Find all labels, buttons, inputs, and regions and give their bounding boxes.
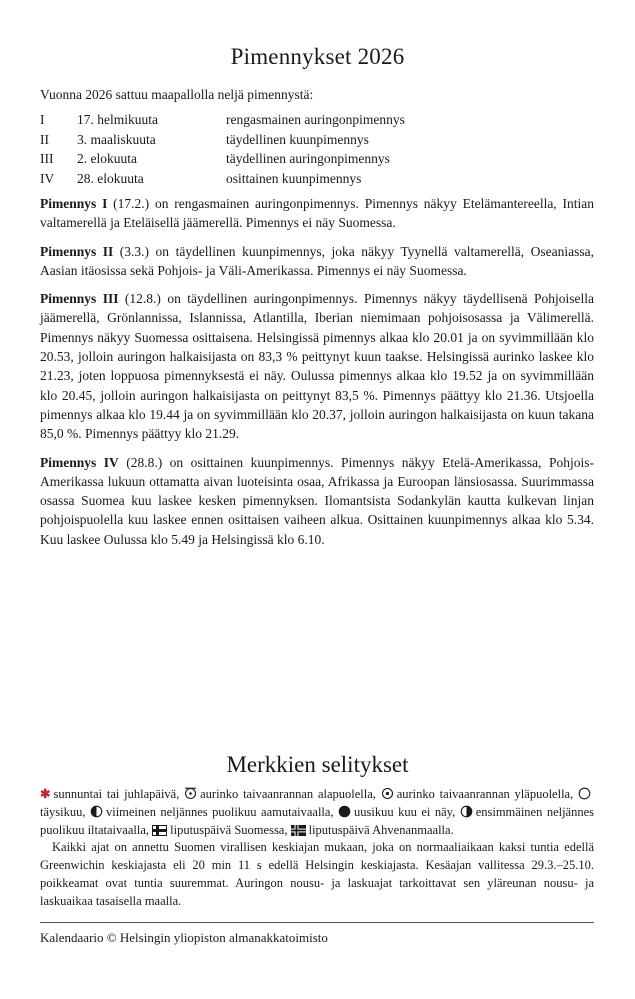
paragraph-lead: Pimennys IV <box>40 454 119 470</box>
paragraph-lead: Pimennys I <box>40 196 108 211</box>
finnish-flag-icon <box>152 825 167 836</box>
last-quarter-moon-icon <box>90 805 103 818</box>
legend-holiday: sunnuntai tai juhlapäivä, <box>53 787 180 801</box>
legend-flag-ax: liputuspäivä Ahvenanmaalla. <box>308 822 454 837</box>
eclipse-date: 3. maaliskuuta <box>77 131 156 147</box>
legend-full-moon: täysikuu, <box>40 804 86 819</box>
paragraph-text: (3.3.) on täydellinen kuunpimennys, joka näkyy Tyynellä valtamerellä, Oseaniassa, Aasian itäosissa sekä Pohjois- ja Väli-Amerikassa. Pimennys ei näy Suomessa. <box>40 243 594 278</box>
legend-first-quarter: ensimmäinen neljännes puolikuu iltataivaalla, <box>40 804 595 837</box>
legend-symbols <box>40 786 594 839</box>
paragraph-text: (12.8.) on täydellinen auringonpimennys. Pimennys näkyy täydellisenä Pohjoisella jäämerellä, Grönlannissa, Islannissa, Atlantilla, Iberian niemimaan pohjoisosassa ja Välimerellä. Pimennys näkyy Suomessa osittaisena. Helsingissä pimennys alkaa klo 20.01 ja on syvimmillään klo 20.53, jolloin auringon halkaisijasta on 83,3 % peittynyt kuun taakse. Helsingissä aurinko laskee klo 21.23, joten loppuosa pimennyksestä ei näy. Oulussa pimennys alkaa klo 19.52 ja on syvimmillään klo 20.45, jolloin auringon halkaisijasta on peittynyt 83,5 %. Pimennys päättyy klo 21.36. Utsjoella pimennys alkaa klo 19.44 ja on syvimmillään klo 20.37, jolloin auringon halkaisijasta on kuun takana 85,0 %. Pimennys päättyy klo 21.29. <box>40 291 594 442</box>
legend-new-moon: uusikuu kuu ei näy, <box>354 804 456 819</box>
eclipse-date: 17. helmikuuta <box>77 112 158 127</box>
eclipse-date: 28. elokuuta <box>77 170 144 186</box>
legend <box>40 786 594 911</box>
eclipse-number: IV <box>40 170 55 186</box>
eclipse-number: I <box>40 112 45 127</box>
paragraph-lead: Pimennys II <box>40 243 114 259</box>
eclipse-date: 2. elokuuta <box>77 151 137 166</box>
first-quarter-moon-icon <box>460 805 473 818</box>
eclipse-number: III <box>40 151 54 166</box>
aland-flag-icon <box>291 825 306 836</box>
eclipse-type: rengasmainen auringonpimennys <box>226 112 405 127</box>
eclipse-row <box>40 149 405 169</box>
eclipse-paragraph-2 <box>40 242 594 281</box>
legend-title: Merkkien selitykset <box>226 752 409 777</box>
paragraph-text: (28.8.) on osittainen kuunpimennys. Pimennys näkyy Etelä-Amerikassa, Pohjois-Amerikassa lukuun ottamatta aivan luoteisinta osaa, Afrikassa ja Euroopan länsiosassa. Suurimmassa osassa Suomea kuu laskee kesken pimennyksen. Ilomantsista Sodankylän kautta kulkevan linjan pohjoispuolella kuu laskee ennen osittaisen vaiheen alkua. Osittainen kuunpimennys alkaa klo 5.34. Kuu laskee Oulussa klo 5.49 ja Helsingissä klo 6.10. <box>40 454 594 547</box>
legend-last-quarter: viimeinen neljännes puolikuu aamutaivaalla, <box>105 804 334 819</box>
eclipse-row <box>40 110 405 130</box>
eclipse-descriptions <box>40 194 594 558</box>
legend-flag-fi: liputuspäivä Suomessa, <box>170 822 288 837</box>
footer-divider <box>40 922 594 923</box>
paragraph-lead: Pimennys III <box>40 291 119 307</box>
eclipse-type: täydellinen kuunpimennys <box>226 131 369 147</box>
eclipse-type: osittainen kuunpimennys <box>226 170 362 186</box>
eclipse-row <box>40 169 405 189</box>
holiday-star-icon: ✱ <box>40 787 51 801</box>
full-moon-icon <box>578 787 591 800</box>
legend-sun-above: aurinko taivaanrannan yläpuolella, <box>396 787 574 801</box>
paragraph-text: (17.2.) on rengasmainen auringonpimennys. Pimennys näkyy Etelämantereella, Intian valtamerellä ja Eteläisellä jäämerellä. Pimennys ei näy Suomessa. <box>40 196 594 231</box>
intro-text: Vuonna 2026 sattuu maapallolla neljä pimennystä: <box>40 87 314 102</box>
eclipse-paragraph-4 <box>40 453 594 549</box>
eclipse-table <box>40 110 405 188</box>
page-title: Pimennykset 2026 <box>230 44 405 69</box>
eclipse-paragraph-1 <box>40 194 594 233</box>
eclipse-row <box>40 130 405 150</box>
time-note: Kaikki ajat on annettu Suomen virallisen keskiajan mukaan, joka on normaaliaikaan kaksi tuntia edellä Greenwichin keskiajasta eli 20 min 11 s edellä Helsingin keskiajasta. Kesäajan vallitessa 29.3.–25.10. poikkeamat ovat tuntia suuremmat. Auringon nousu- ja laskuajat tarkoittavat sen yläreunan nousu- ja laskuaikaa tasaisella maalla. <box>40 840 594 908</box>
sun-above-horizon-icon <box>381 787 394 800</box>
eclipse-number: II <box>40 131 49 147</box>
eclipse-type: täydellinen auringonpimennys <box>226 151 390 166</box>
footer-credit: Kalendaario © Helsingin yliopiston almanakkatoimisto <box>40 930 328 945</box>
new-moon-icon <box>338 805 351 818</box>
legend-sun-below: aurinko taivaanrannan alapuolella, <box>200 787 376 801</box>
sun-below-horizon-icon <box>184 787 197 800</box>
eclipse-paragraph-3 <box>40 289 594 443</box>
